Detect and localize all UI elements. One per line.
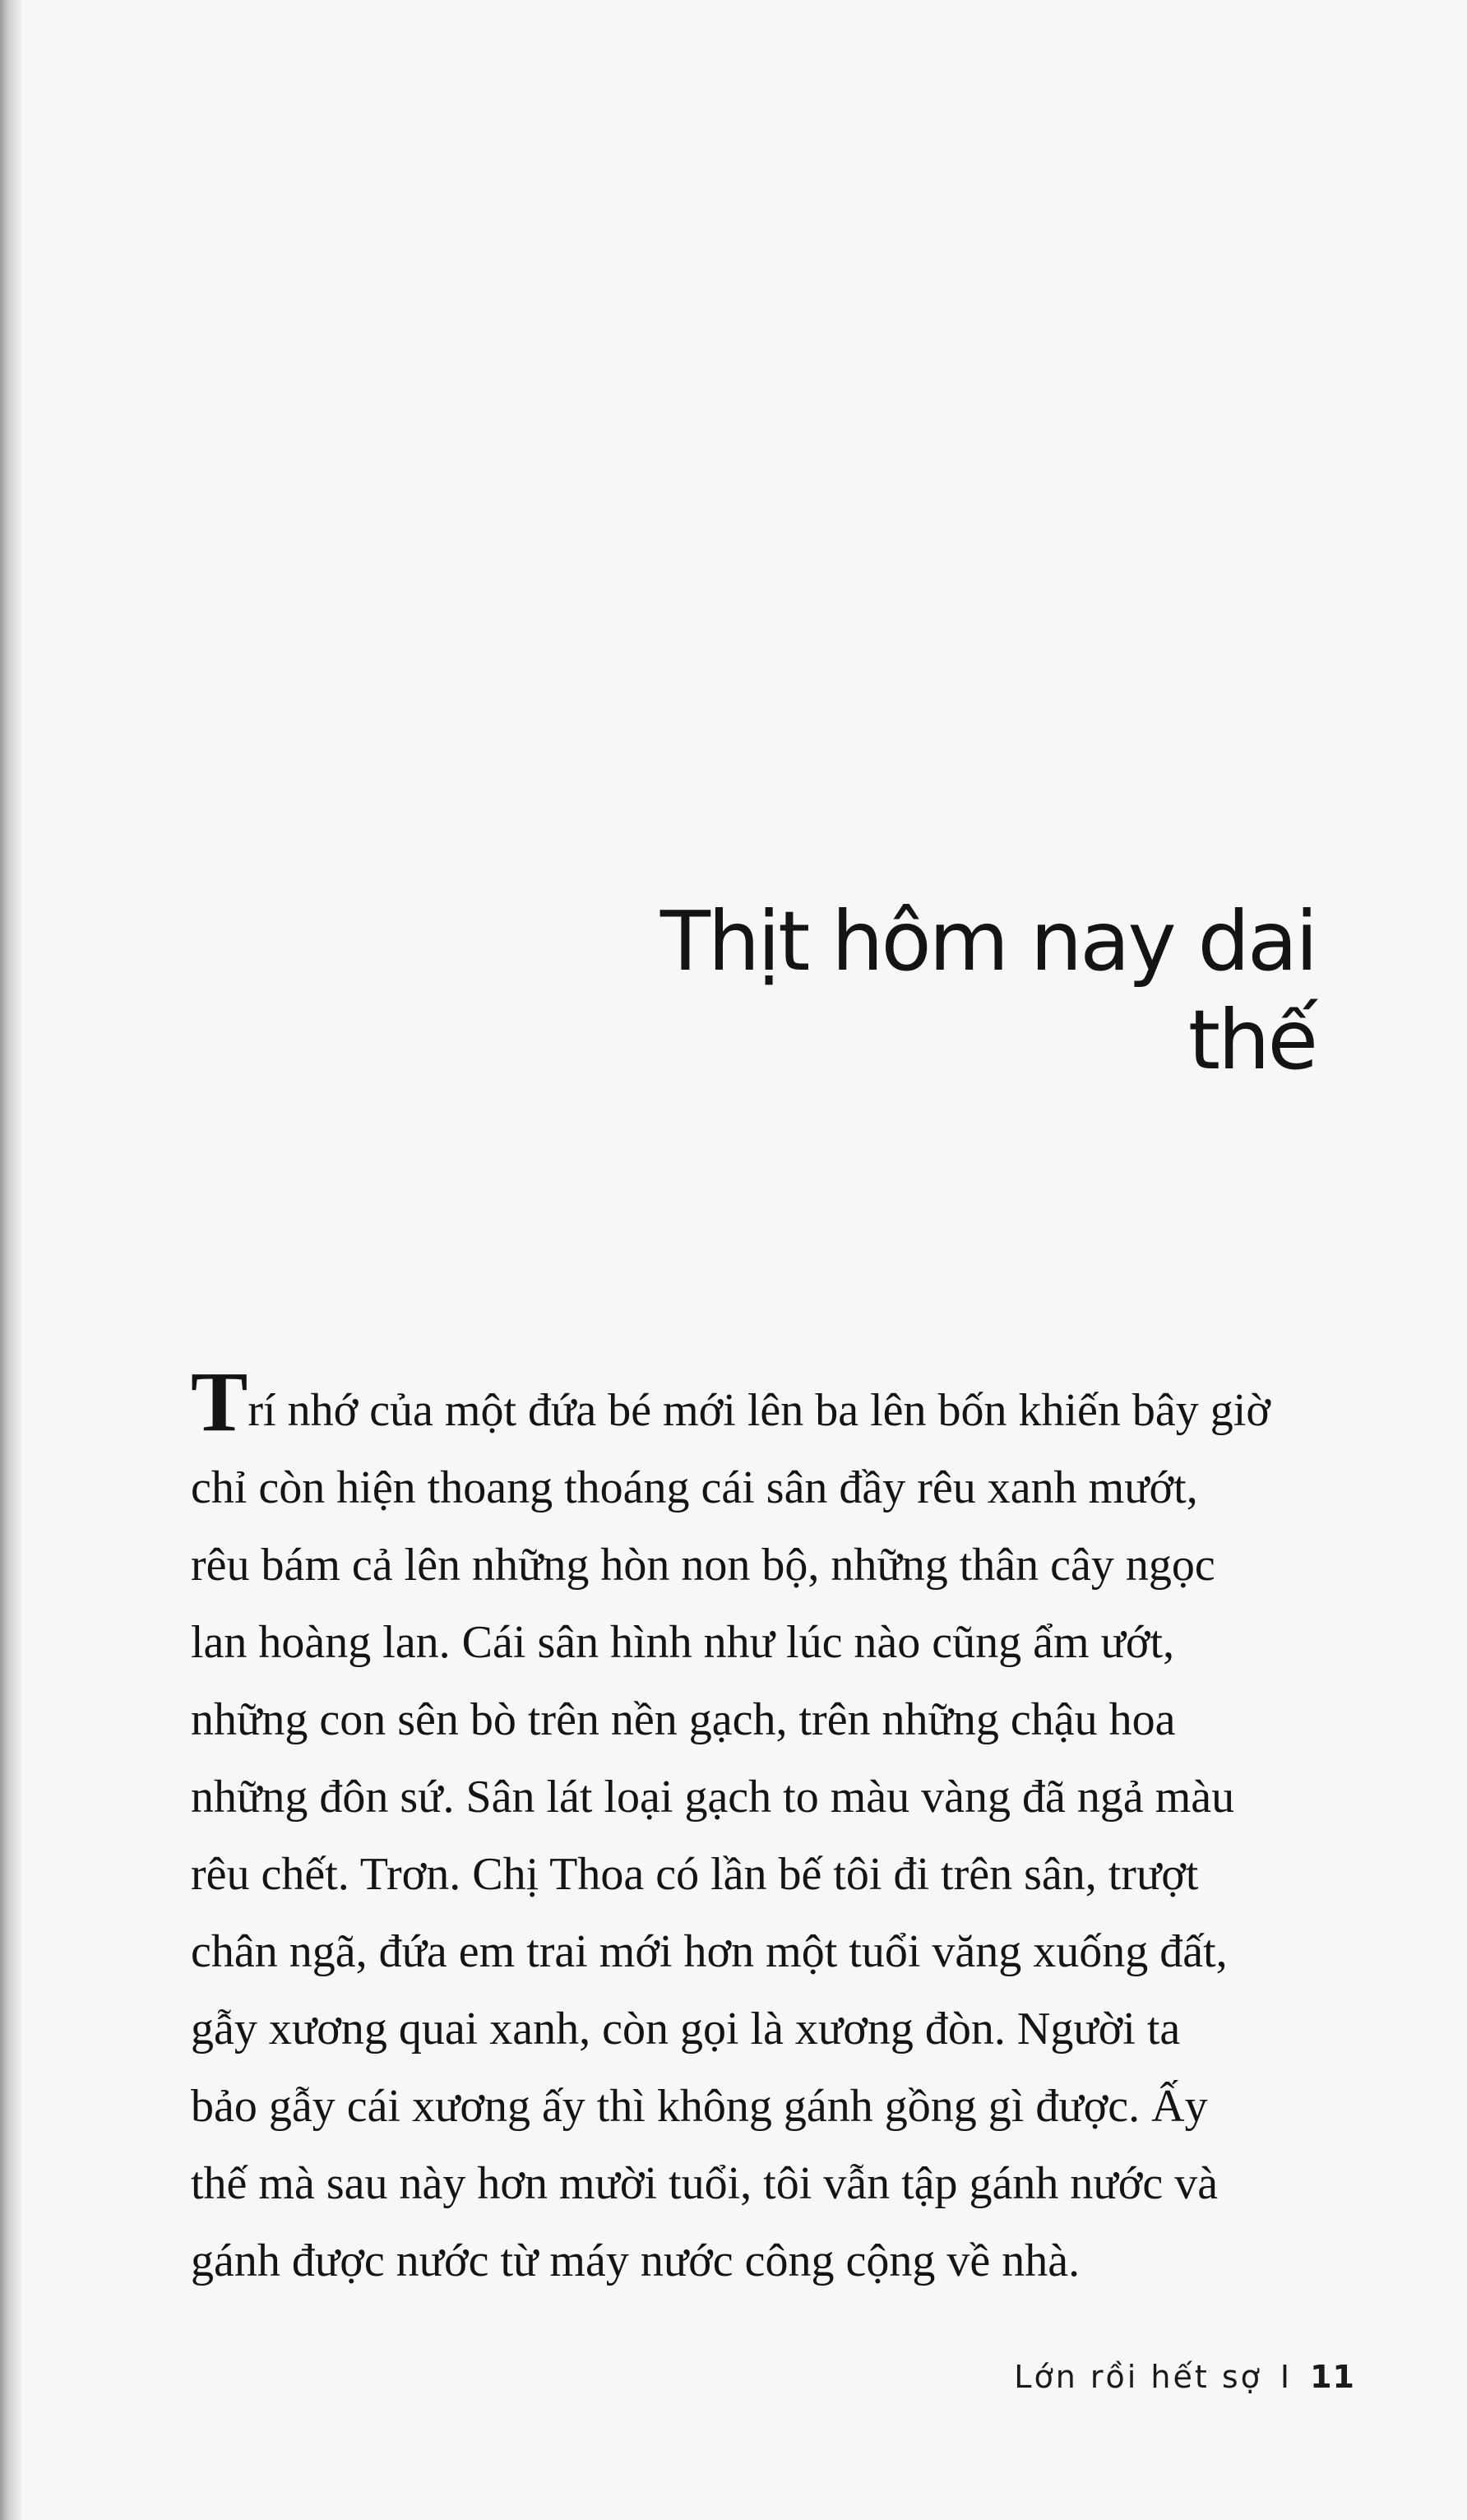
footer-separator: I [1280, 2359, 1293, 2395]
body-line: rêu chết. Trơn. Chị Thoa có lần bế tôi đi trên sân, trượt [191, 1849, 1199, 1900]
page-spine-shadow [0, 0, 21, 2520]
body-paragraph [191, 1355, 1358, 2300]
body-line: lan hoàng lan. Cái sân hình như lúc nào cũng ẩm ướt, [191, 1617, 1175, 1668]
body-line: rêu bám cả lên những hòn non bộ, những thân cây ngọc [191, 1540, 1215, 1591]
body-line: thế mà sau này hơn mười tuổi, tôi vẫn tập gánh nước và [191, 2158, 1219, 2209]
body-line-text: rí nhớ của một đứa bé mới lên ba lên bốn khiến bây giờ [248, 1385, 1270, 1436]
body-line [191, 1355, 1358, 1449]
body-line: chân ngã, đứa em trai mới hơn một tuổi văng xuống đất, [191, 1926, 1228, 1977]
body-line: gánh được nước từ máy nước công cộng về nhà. [191, 2235, 1081, 2286]
body-line: những đôn sứ. Sân lát loại gạch to màu vàng đã ngả màu [191, 1772, 1235, 1823]
running-book-title: Lớn rồi hết sợ [1014, 2359, 1262, 2395]
body-line: gẫy xương quai xanh, còn gọi là xương đòn. Người ta [191, 2003, 1181, 2054]
page-footer [1014, 2359, 1355, 2395]
page-number: 11 [1310, 2359, 1355, 2395]
body-line: chỉ còn hiện thoang thoáng cái sân đầy rêu xanh mướt, [191, 1462, 1198, 1513]
drop-cap: T [191, 1355, 248, 1449]
body-line: những con sên bò trên nền gạch, trên những chậu hoa [191, 1694, 1176, 1745]
chapter-title: Thịt hôm nay dai thế [659, 893, 1316, 1088]
body-line: bảo gẫy cái xương ấy thì không gánh gồng gì được. Ấy [191, 2081, 1208, 2132]
